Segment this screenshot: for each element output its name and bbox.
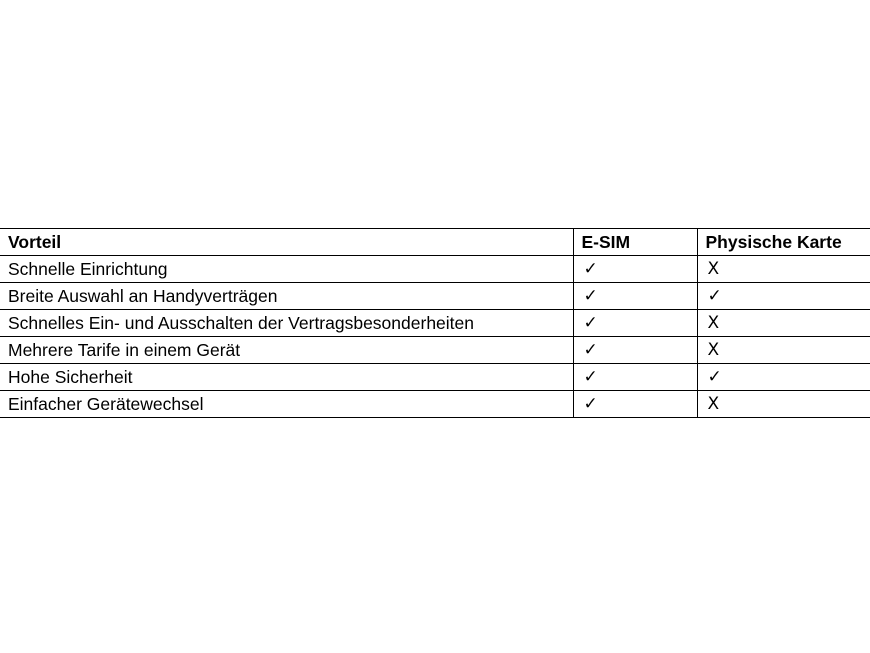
table-row — [0, 391, 870, 418]
header-vorteil: Vorteil — [0, 229, 573, 256]
physical-card-mark: X — [697, 256, 870, 283]
physical-card-mark: X — [697, 310, 870, 337]
feature-cell: Mehrere Tarife in einem Gerät — [0, 337, 573, 364]
feature-cell: Schnelle Einrichtung — [0, 256, 573, 283]
comparison-table — [0, 228, 870, 418]
physical-card-mark: X — [697, 391, 870, 418]
table-row — [0, 283, 870, 310]
physical-card-mark: X — [697, 337, 870, 364]
feature-cell: Einfacher Gerätewechsel — [0, 391, 573, 418]
esim-mark: ✓ — [573, 283, 697, 310]
physical-card-mark: ✓ — [697, 283, 870, 310]
feature-cell: Hohe Sicherheit — [0, 364, 573, 391]
esim-mark: ✓ — [573, 310, 697, 337]
table-row — [0, 337, 870, 364]
esim-mark: ✓ — [573, 364, 697, 391]
table-row — [0, 310, 870, 337]
table-row — [0, 364, 870, 391]
feature-cell: Breite Auswahl an Handyverträgen — [0, 283, 573, 310]
header-esim: E-SIM — [573, 229, 697, 256]
esim-mark: ✓ — [573, 391, 697, 418]
esim-mark: ✓ — [573, 337, 697, 364]
table-row — [0, 256, 870, 283]
header-physische-karte: Physische Karte — [697, 229, 870, 256]
esim-mark: ✓ — [573, 256, 697, 283]
feature-cell: Schnelles Ein- und Ausschalten der Vertragsbesonderheiten — [0, 310, 573, 337]
physical-card-mark: ✓ — [697, 364, 870, 391]
table-header-row — [0, 229, 870, 256]
